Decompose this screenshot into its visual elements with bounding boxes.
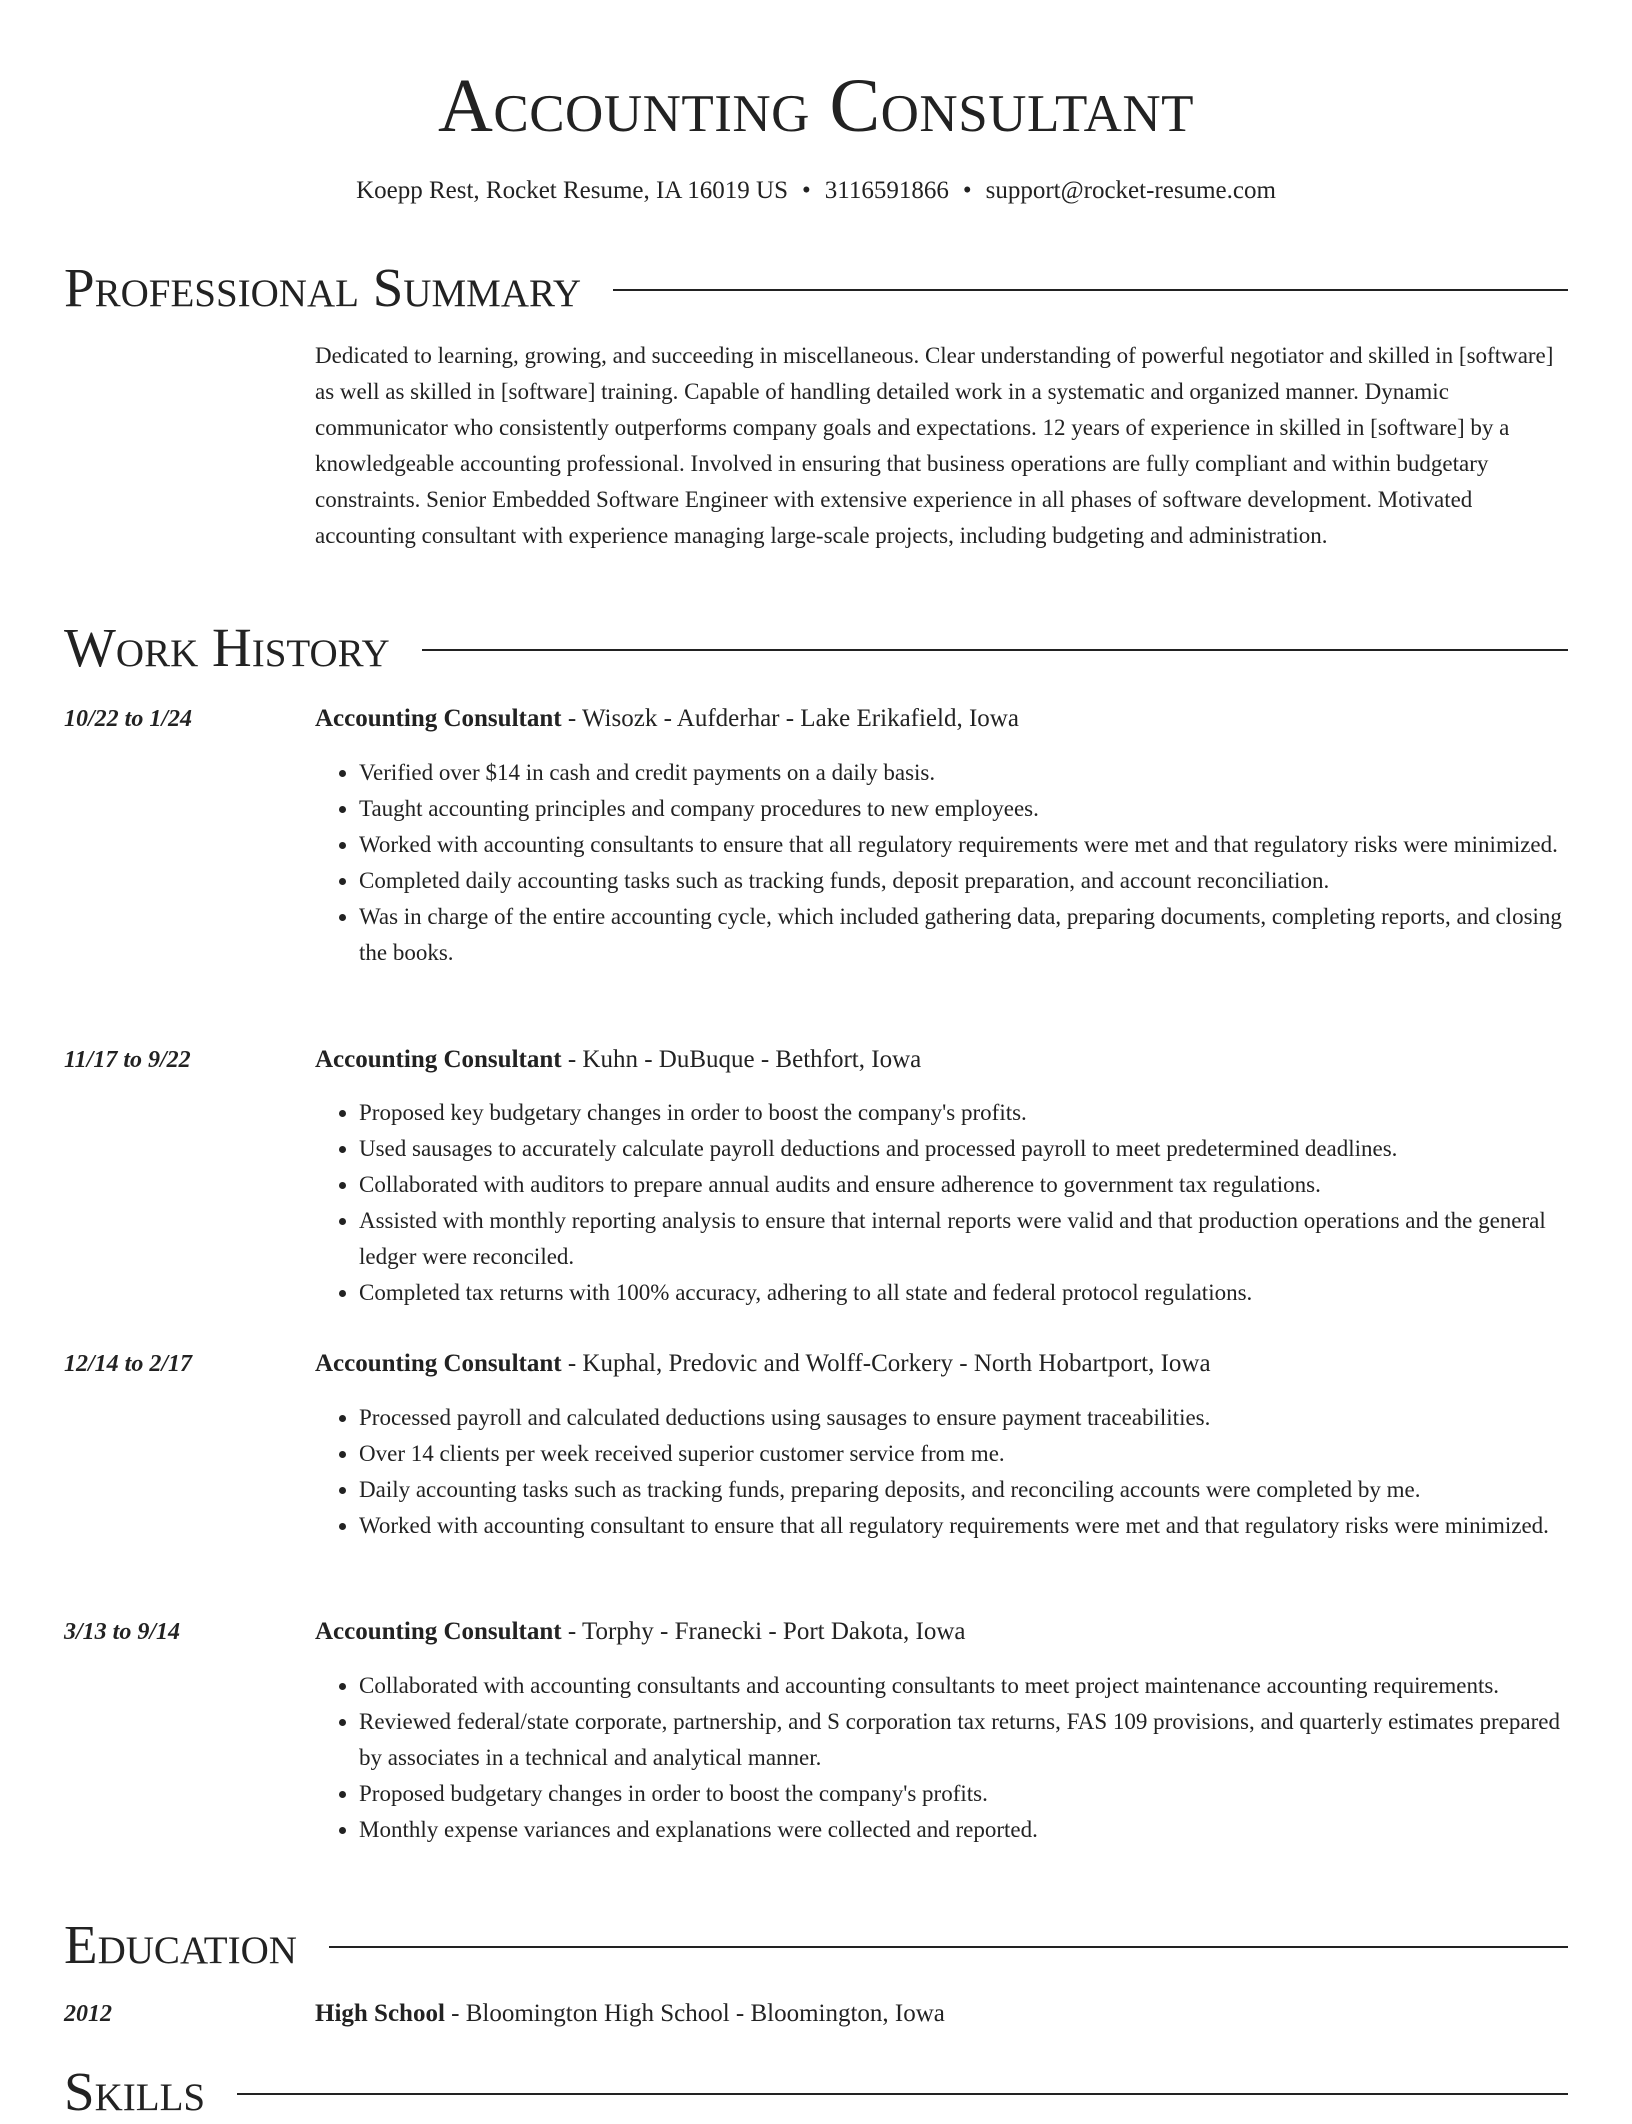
job-title: Accounting Consultant (315, 1350, 562, 1377)
job-heading (315, 1347, 1211, 1381)
job-company: - Kuphal, Predovic and Wolff-Corkery - North Hobartport, Iowa (561, 1350, 1211, 1377)
job-company: - Kuhn - DuBuque - Bethfort, Iowa (561, 1046, 922, 1073)
job-bullet: • Collaborated with auditors to prepare annual audits and ensure adherence to government tax regulations. (359, 1167, 1568, 1203)
education-degree: High School (315, 2000, 445, 2027)
job-bullet: • Used sausages to accurately calculate payroll deductions and processed payroll to meet predetermined deadlines. (359, 1131, 1568, 1167)
summary-text: Dedicated to learning, growing, and succeeding in miscellaneous. Clear understanding of powerful negotiator and skilled in [software] as well as skilled in [software] training. Capable of handling detailed work in a systematic and organized manner. Dynamic communicator who consistently outperforms company goals and expectations. 12 years of experience in skilled in [software] by a knowledgeable accounting professional. Involved in ensuring that business operations are fully compliant and within budgetary constraints. Senior Embedded Software Engineer with extensive experience in all phases of software development. Motivated accounting consultant with experience managing large-scale projects, including budgeting and administration. (315, 343, 1554, 548)
job-bullet: • Was in charge of the entire accounting cycle, which included gathering data, preparing documents, completing reports, and closing the books. (359, 899, 1568, 971)
job-company: - Torphy - Franecki - Port Dakota, Iowa (561, 1618, 966, 1645)
contact-separator: • (802, 177, 811, 204)
section-title-summary: Professional Summary (64, 257, 582, 318)
education-heading (315, 1997, 945, 2031)
section-header-work (64, 616, 1568, 680)
job-bullet: • Collaborated with accounting consultants and accounting consultants to meet project maintenance accounting requirements. (359, 1668, 1568, 1704)
job-date: 10/22 to 1/24 (64, 706, 193, 732)
job-date: 3/13 to 9/14 (64, 1619, 181, 1645)
job-bullet: • Worked with accounting consultants to ensure that all regulatory requirements were met and that regulatory risks were minimized. (359, 827, 1568, 863)
contact-phone: 3116591866 (824, 177, 949, 204)
resume-title: Accounting Consultant (437, 64, 1195, 148)
job-title: Accounting Consultant (315, 1046, 562, 1073)
section-title-skills: Skills (64, 2061, 206, 2122)
job-bullet: • Proposed key budgetary changes in order to boost the company's profits. (359, 1095, 1568, 1131)
job-bullet: • Completed daily accounting tasks such as tracking funds, deposit preparation, and account reconciliation. (359, 863, 1568, 899)
section-divider (613, 289, 1568, 291)
job-bullet: • Monthly expense variances and explanations were collected and reported. (359, 1812, 1568, 1848)
job-bullets (315, 755, 1568, 971)
job-bullet: • Taught accounting principles and company procedures to new employees. (359, 791, 1568, 827)
job-bullet: • Daily accounting tasks such as tracking funds, preparing deposits, and reconciling accounts were completed by me. (359, 1472, 1568, 1508)
job-bullet: • Over 14 clients per week received superior customer service from me. (359, 1436, 1568, 1472)
job-title: Accounting Consultant (315, 705, 562, 732)
job-bullet: • Proposed budgetary changes in order to boost the company's profits. (359, 1776, 1568, 1812)
job-heading (315, 1043, 921, 1077)
job-heading (315, 702, 1019, 736)
section-divider (237, 2093, 1568, 2095)
job-date: 11/17 to 9/22 (64, 1047, 191, 1073)
job-bullet: • Reviewed federal/state corporate, partnership, and S corporation tax returns, FAS 109 provisions, and quarterly estimates prepared by associates in a technical and analytical manner. (359, 1704, 1568, 1776)
section-title-education: Education (64, 1914, 297, 1975)
job-date: 12/14 to 2/17 (64, 1351, 193, 1377)
education-date: 2012 (64, 2001, 112, 2027)
job-bullets (315, 1095, 1568, 1311)
section-header-skills (64, 2060, 1568, 2124)
job-bullet: • Completed tax returns with 100% accuracy, adhering to all state and federal protocol regulations. (359, 1275, 1568, 1311)
job-heading (315, 1615, 966, 1649)
section-divider (329, 1946, 1568, 1948)
section-header-education (64, 1913, 1568, 1977)
job-bullet: • Verified over $14 in cash and credit payments on a daily basis. (359, 755, 1568, 791)
section-header-summary (64, 256, 1568, 320)
section-title-work: Work History (64, 617, 390, 678)
job-bullet: • Assisted with monthly reporting analysis to ensure that internal reports were valid and that production operations and the general ledger were reconciled. (359, 1203, 1568, 1275)
contact-line (64, 174, 1568, 208)
job-bullet: • Worked with accounting consultant to ensure that all regulatory requirements were met and that regulatory risks were minimized. (359, 1508, 1568, 1544)
contact-email: support@rocket-resume.com (985, 177, 1276, 204)
job-bullets (315, 1400, 1568, 1544)
job-title: Accounting Consultant (315, 1618, 562, 1645)
contact-address: Koepp Rest, Rocket Resume, IA 16019 US (356, 177, 788, 204)
job-company: - Wisozk - Aufderhar - Lake Erikafield, Iowa (561, 705, 1019, 732)
job-bullet: • Processed payroll and calculated deductions using sausages to ensure payment traceabilities. (359, 1400, 1568, 1436)
contact-separator: • (962, 177, 972, 204)
education-school: - Bloomington High School - Bloomington, Iowa (444, 2000, 945, 2027)
job-bullets (315, 1668, 1568, 1848)
section-divider (422, 649, 1568, 651)
